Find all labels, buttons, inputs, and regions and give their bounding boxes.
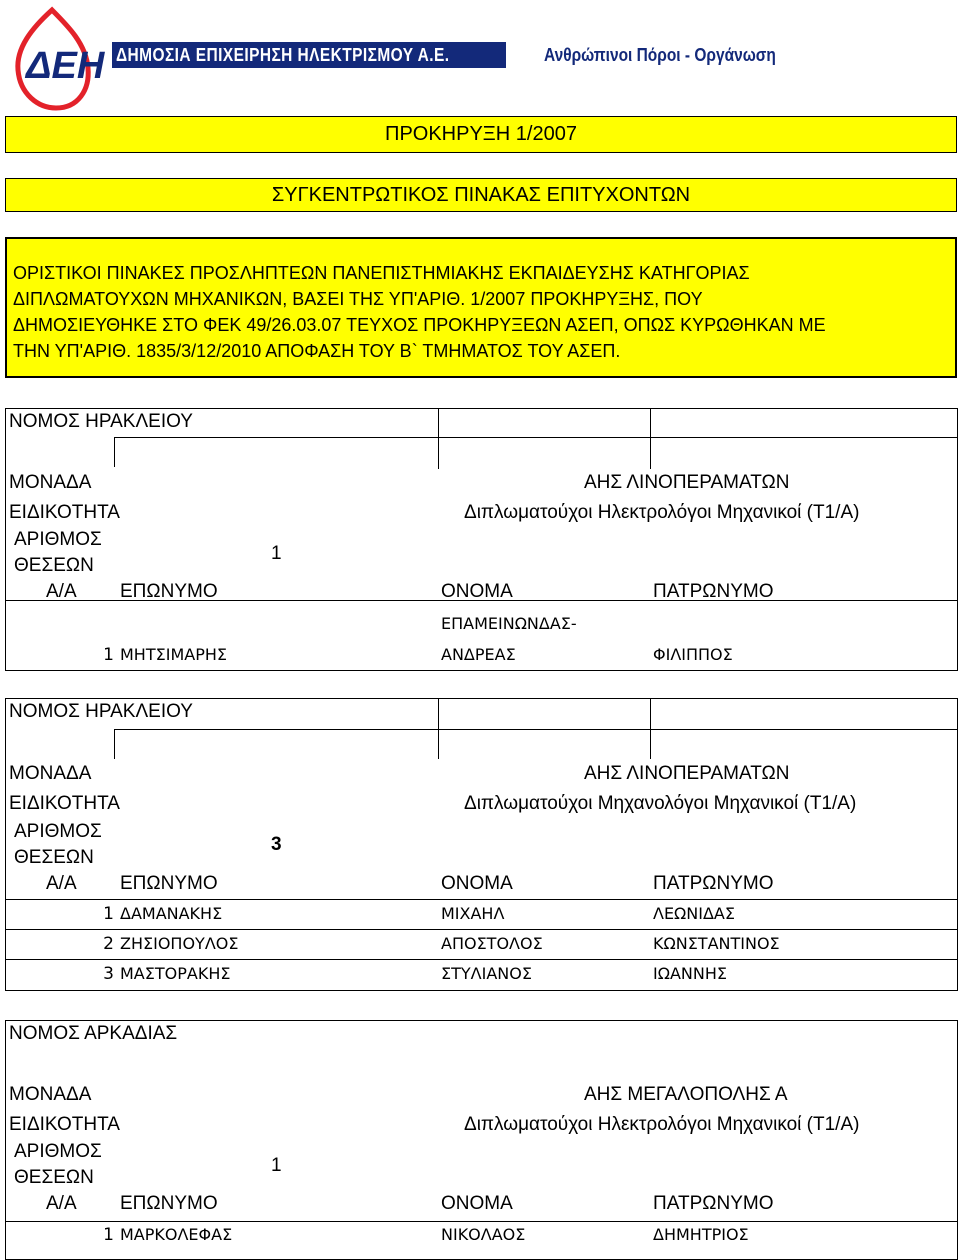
row-surname: ΔΑΜΑΝΑΚΗΣ [120, 904, 223, 923]
dei-logo [12, 8, 105, 112]
row-surname: ΖΗΣΙΟΠΟΥΛΟΣ [120, 934, 239, 953]
row-aa: 1 [103, 645, 114, 665]
specialty-label: ΕΙΔΙΚΟΤΗΤΑ [9, 502, 120, 523]
title-band [5, 116, 957, 153]
col-aa: Α/Α [46, 1193, 77, 1214]
col-father: ΠΑΤΡΩΝΥΜΟ [653, 581, 774, 602]
specialty-value: Διπλωματούχοι Μηχανολόγοι Μηχανικοί (Τ1/Α) [464, 793, 857, 814]
row-father: ΛΕΩΝΙΔΑΣ [653, 904, 735, 923]
specialty-value: Διπλωματούχοι Ηλεκτρολόγοι Μηχανικοί (Τ1/Α) [464, 1114, 860, 1135]
positions-label-2: ΘΕΣΕΩΝ [14, 555, 94, 576]
col-father: ΠΑΤΡΩΝΥΜΟ [653, 1193, 774, 1214]
row-father: ΚΩΝΣΤΑΝΤΙΝΟΣ [653, 934, 780, 953]
row-surname: ΜΑΣΤΟΡΑΚΗΣ [120, 964, 231, 983]
unit-value: ΑΗΣ ΛΙΝΟΠΕΡΑΜΑΤΩΝ [584, 472, 790, 493]
department-name: Ανθρώπινοι Πόροι - Οργάνωση [544, 45, 776, 65]
unit-label: ΜΟΝΑΔΑ [9, 1084, 92, 1105]
row-name: ΝΙΚΟΛΑΟΣ [441, 1225, 526, 1244]
specialty-value: Διπλωματούχοι Ηλεκτρολόγοι Μηχανικοί (Τ1/Α) [464, 502, 860, 523]
col-surname: ΕΠΩΝΥΜΟ [120, 1193, 218, 1214]
row-name: ΑΠΟΣΤΟΛΟΣ [441, 934, 543, 953]
row-father: ΔΗΜΗΤΡΙΟΣ [653, 1225, 749, 1244]
row-father: ΙΩΑΝΝΗΣ [653, 964, 727, 983]
row-surname: ΜΗΤΣΙΜΑΡΗΣ [120, 645, 227, 664]
description-line: ΟΡΙΣΤΙΚΟΙ ΠΙΝΑΚΕΣ ΠΡΟΣΛΗΠΤΕΩΝ ΠΑΝΕΠΙΣΤΗΜΙΑΚΗΣ ΕΚΠΑΙΔΕΥΣΗΣ ΚΑΤΗΓΟΡΙΑΣ [13, 263, 750, 283]
row-name: ΜΙΧΑΗΛ [441, 904, 505, 923]
specialty-label: ΕΙΔΙΚΟΤΗΤΑ [9, 793, 120, 814]
unit-label: ΜΟΝΑΔΑ [9, 763, 92, 784]
positions-label-2: ΘΕΣΕΩΝ [14, 1167, 94, 1188]
subtitle-band [5, 178, 957, 212]
section-heraklion-mechanical [5, 698, 958, 991]
row-aa: 2 [103, 934, 114, 954]
positions-label: ΑΡΙΘΜΟΣ [14, 529, 102, 550]
row-aa: 1 [103, 904, 114, 924]
positions-label-2: ΘΕΣΕΩΝ [14, 847, 94, 868]
specialty-label: ΕΙΔΙΚΟΤΗΤΑ [9, 1114, 120, 1135]
unit-value: ΑΗΣ ΜΕΓΑΛΟΠΟΛΗΣ Α [584, 1084, 788, 1105]
col-name: ΟΝΟΜΑ [441, 1193, 513, 1214]
col-name: ΟΝΟΜΑ [441, 581, 513, 602]
row-surname: ΜΑΡΚΟΛΕΦΑΣ [120, 1225, 233, 1244]
page-subtitle: ΣΥΓΚΕΝΤΡΩΤΙΚΟΣ ΠΙΝΑΚΑΣ ΕΠΙΤΥΧΟΝΤΩΝ [271, 184, 691, 206]
description-text [13, 260, 913, 364]
row-name-line1: ΕΠΑΜΕΙΝΩΝΔΑΣ- [441, 614, 577, 633]
col-surname: ΕΠΩΝΥΜΟ [120, 873, 218, 894]
banner-navy-bar [112, 42, 506, 68]
positions-value: 3 [271, 834, 282, 855]
description-line: ΔΗΜΟΣΙΕΥΘΗΚΕ ΣΤΟ ΦΕΚ 49/26.03.07 ΤΕΥΧΟΣ ΠΡΟΚΗΡΥΞΕΩΝ ΑΣΕΠ, ΟΠΩΣ ΚΥΡΩΘΗΚΑΝ ΜΕ [13, 315, 826, 335]
row-aa: 3 [103, 964, 114, 984]
unit-value: ΑΗΣ ΛΙΝΟΠΕΡΑΜΑΤΩΝ [584, 763, 790, 784]
section-heraklion-electrical [5, 408, 958, 671]
row-name: ΣΤΥΛΙΑΝΟΣ [441, 964, 532, 983]
col-father: ΠΑΤΡΩΝΥΜΟ [653, 873, 774, 894]
positions-label: ΑΡΙΘΜΟΣ [14, 1141, 102, 1162]
prefecture-label: ΝΟΜΟΣ ΑΡΚΑΔΙΑΣ [9, 1023, 178, 1044]
unit-label: ΜΟΝΑΔΑ [9, 472, 92, 493]
company-name: ΔΗΜΟΣΙΑ ΕΠΙΧΕΙΡΗΣΗ ΗΛΕΚΤΡΙΣΜΟΥ Α.Ε. [116, 45, 450, 65]
col-name: ΟΝΟΜΑ [441, 873, 513, 894]
positions-label: ΑΡΙΘΜΟΣ [14, 821, 102, 842]
section-arcadia-electrical [5, 1020, 958, 1260]
col-surname: ΕΠΩΝΥΜΟ [120, 581, 218, 602]
prefecture-label: ΝΟΜΟΣ ΗΡΑΚΛΕΙΟΥ [9, 701, 193, 722]
description-line: ΤΗΝ ΥΠ'ΑΡΙΘ. 1835/3/12/2010 ΑΠΟΦΑΣΗ ΤΟΥ Β` ΤΜΗΜΑΤΟΣ ΤΟΥ ΑΣΕΠ. [13, 341, 621, 361]
company-banner [112, 42, 952, 68]
page-title: ΠΡΟΚΗΡΥΞΗ 1/2007 [385, 123, 577, 145]
row-aa: 1 [103, 1225, 114, 1245]
prefecture-label: ΝΟΜΟΣ ΗΡΑΚΛΕΙΟΥ [9, 411, 193, 432]
logo-text: ΔΕΗ [26, 45, 105, 87]
row-father: ΦΙΛΙΠΠΟΣ [653, 645, 733, 664]
col-aa: Α/Α [46, 873, 77, 894]
positions-value: 1 [271, 1155, 282, 1176]
positions-value: 1 [271, 543, 282, 564]
col-aa: Α/Α [46, 581, 77, 602]
description-band [5, 237, 957, 378]
row-name-line2: ΑΝΔΡΕΑΣ [441, 645, 516, 664]
description-line: ΔΙΠΛΩΜΑΤΟΥΧΩΝ ΜΗΧΑΝΙΚΩΝ, ΒΑΣΕΙ ΤΗΣ ΥΠ'ΑΡΙΘ. 1/2007 ΠΡΟΚΗΡΥΞΗΣ, ΠΟΥ [13, 289, 703, 309]
